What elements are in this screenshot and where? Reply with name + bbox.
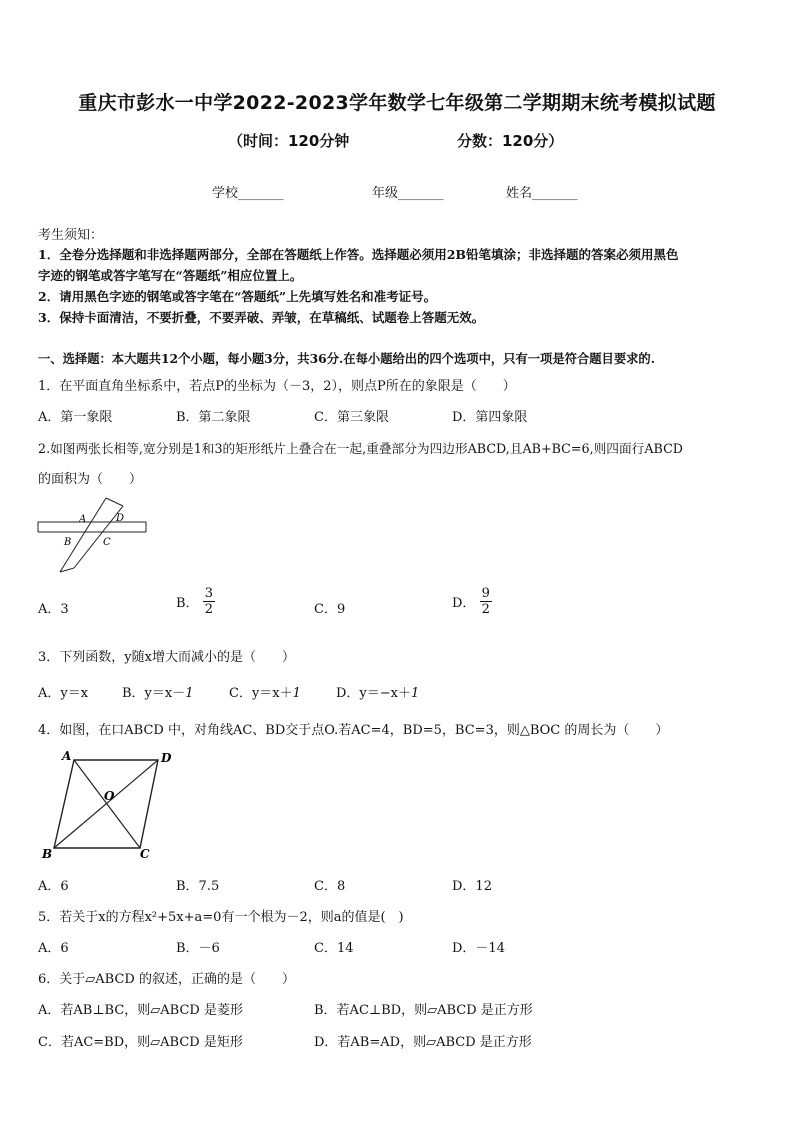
q3-option-b	[122, 682, 194, 701]
q3-option-d-prefix: D．y＝−x＋	[336, 686, 411, 701]
q5-option-c: C．14	[314, 941, 354, 956]
q4-label-a: A	[62, 749, 72, 763]
q2-option-d-fraction	[480, 586, 492, 617]
q5-option-d: D．－14	[452, 941, 505, 956]
q4-label-o: O	[104, 789, 115, 803]
q3-option-b-prefix: B．y＝x－	[122, 686, 186, 701]
q2-option-a: A．3	[38, 602, 69, 617]
q4-label-d: D	[161, 751, 172, 765]
notice-line-1: 1．全卷分选择题和非选择题两部分，全部在答题纸上作答。选择题必须用2B铅笔填涂；非选择题的答案必须用黑色	[38, 247, 679, 262]
q6-option-c: C．若AC=BD，则▱ABCD 是矩形	[38, 1035, 243, 1050]
q4-figure	[34, 748, 184, 868]
page-title: 重庆市彭水一中学2022-2023学年数学七年级第二学期期末统考模拟试题	[78, 92, 716, 114]
q2-label-b: B	[64, 537, 72, 548]
q1-option-b: B．第二象限	[176, 410, 251, 425]
q1-stem: 1．在平面直角坐标系中，若点P的坐标为（－3，2），则点P所在的象限是（ ）	[38, 379, 516, 394]
q5-option-b: B．－6	[176, 941, 220, 956]
q6-option-a: A．若AB⊥BC，则▱ABCD 是菱形	[38, 1003, 243, 1018]
q4-option-c: C．8	[314, 879, 346, 894]
q1-option-c: C．第三象限	[314, 410, 389, 425]
q2-option-b-fraction	[203, 586, 215, 617]
q2-label-a: A	[79, 514, 87, 525]
q4-option-b: B．7.5	[176, 879, 220, 894]
q2-option-b-prefix: B．	[176, 596, 199, 611]
exam-score: 分数：120分）	[457, 132, 564, 150]
q5-option-a: A．6	[38, 941, 69, 956]
name-field: 姓名_______	[506, 186, 578, 201]
q3-option-d	[336, 682, 419, 701]
q2-stem-line1: 2.如图两张长相等,宽分别是1和3的矩形纸片上叠合在一起,重叠部分为四边形ABCD,且AB+BC=6,则四面行ABCD	[38, 441, 683, 456]
q2-option-c	[314, 598, 345, 617]
q3-stem: 3．下列函数，y随x增大而减小的是（ ）	[38, 650, 295, 665]
q2-figure	[36, 490, 152, 576]
q1-option-d: D．第四象限	[452, 410, 528, 425]
q6-option-d: D．若AB=AD，则▱ABCD 是正方形	[314, 1035, 532, 1050]
notice-heading: 考生须知：	[38, 228, 104, 243]
q3-option-d-const: 1	[411, 686, 420, 701]
q4-stem: 4．如图，在口ABCD 中，对角线AC、BD交于点O.若AC=4，BD=5，BC=3，则△BOC 的周长为（ ）	[38, 723, 669, 738]
q2-option-c-text: C．9	[314, 602, 346, 617]
q2-option-b	[176, 586, 215, 617]
q4-label-c: C	[140, 847, 150, 861]
q1-option-a: A．第一象限	[38, 410, 113, 425]
q2-label-d: D	[116, 513, 125, 524]
notice-line-3: 2．请用黑色字迹的钢笔或答字笔在“答题纸”上先填写姓名和准考证号。	[38, 289, 437, 304]
grade-field: 年级_______	[372, 186, 444, 201]
q3-option-b-const: 1	[185, 686, 194, 701]
q3-option-c	[229, 682, 301, 701]
q2-option-d-prefix: D．	[452, 596, 476, 611]
notice-line-2: 字迹的钢笔或答字笔写在“答题纸”相应位置上。	[38, 268, 303, 283]
q6-stem: 6．关于▱ABCD 的叙述，正确的是（ ）	[38, 972, 295, 987]
notice-line-4: 3．保持卡面清洁，不要折叠，不要弄破、弄皱，在草稿纸、试题卷上答题无效。	[38, 310, 485, 325]
q5-stem: 5．若关于x的方程x²+5x+a=0有一个根为－2，则a的值是( )	[38, 910, 404, 925]
q3-option-c-const: 1	[292, 686, 301, 701]
q3-option-c-prefix: C．y＝x＋	[229, 686, 293, 701]
q6-option-b: B．若AC⊥BD，则▱ABCD 是正方形	[314, 1003, 533, 1018]
q4-option-a: A．6	[38, 879, 69, 894]
q2-option-d	[452, 586, 492, 617]
q2-label-c: C	[103, 537, 111, 548]
q3-option-a: A．y＝x	[38, 686, 89, 701]
q2-option-b-numerator: 3	[204, 586, 213, 601]
q2-option-b-denominator: 2	[204, 602, 213, 617]
q2-option-d-numerator: 9	[481, 586, 490, 601]
q4-label-b: B	[42, 847, 53, 861]
q4-option-d: D．12	[452, 879, 492, 894]
exam-time: （时间：120分钟	[228, 132, 350, 150]
section-heading: 一、选择题：本大题共12个小题，每小题3分，共36分.在每小题给出的四个选项中，只有一项是符合题目要求的.	[38, 351, 656, 366]
school-field: 学校_______	[212, 186, 284, 201]
q2-stem-line2: 的面积为（ ）	[38, 472, 143, 487]
q2-option-d-denominator: 2	[481, 602, 490, 617]
